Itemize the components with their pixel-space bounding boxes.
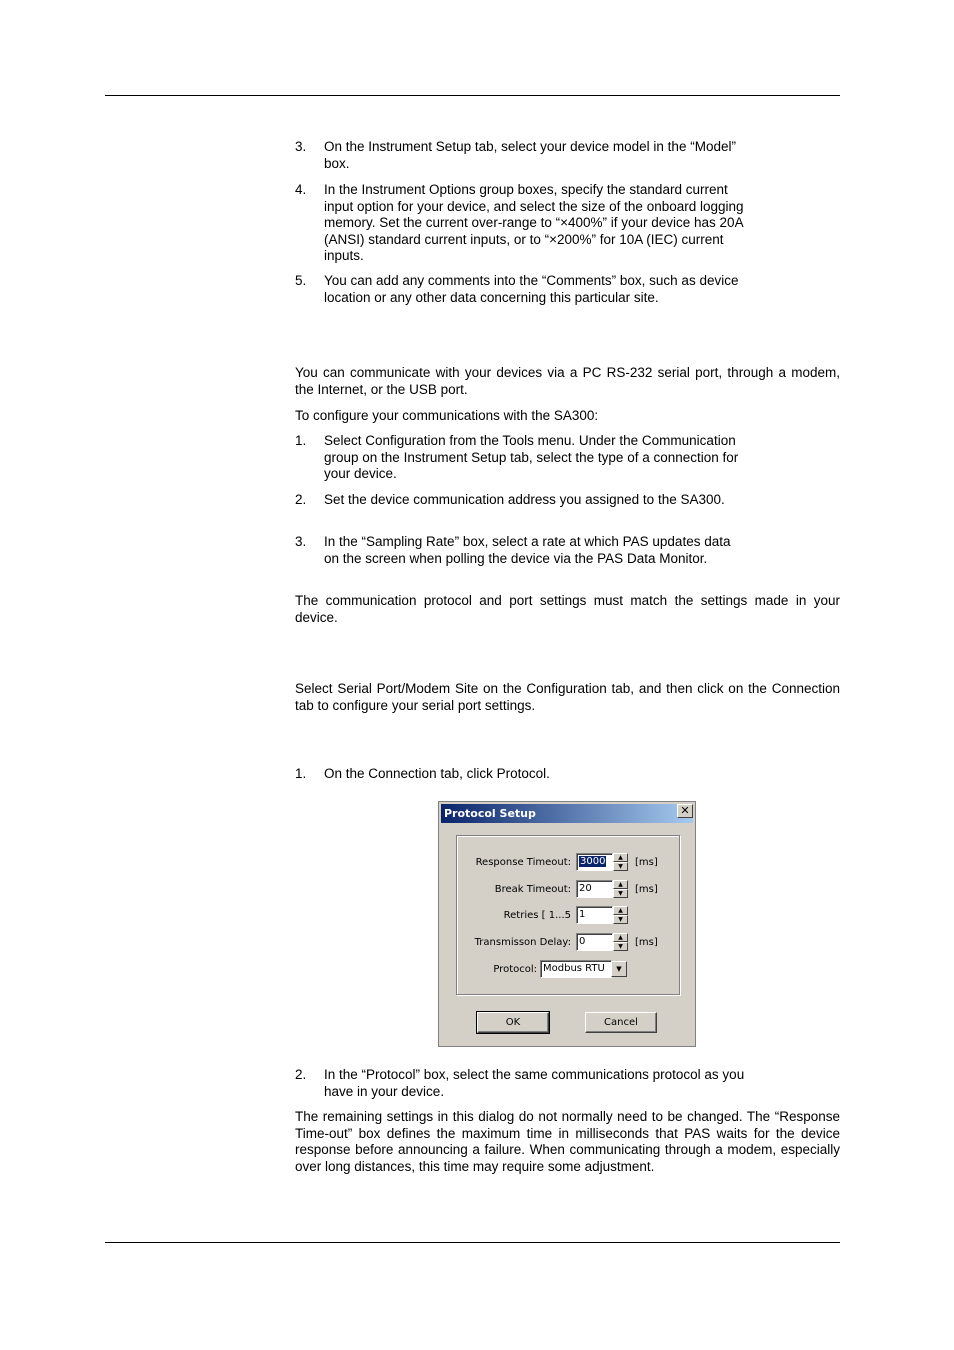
transmission-delay-spinner[interactable] [613, 933, 628, 951]
ok-button[interactable]: OK [477, 1012, 549, 1033]
paragraph-protocol-match: The communication protocol and port settings must match the settings made in your device. [295, 593, 840, 625]
retries-label: Retries [ 1...5 [503, 910, 571, 921]
footer-rule [105, 1242, 840, 1243]
transmission-delay-unit: [ms] [635, 937, 658, 948]
retries-input[interactable]: 1 [576, 906, 613, 924]
spin-up-icon[interactable]: ▲ [613, 880, 628, 889]
response-timeout-input[interactable]: 3000 [576, 853, 613, 871]
header-rule [105, 95, 840, 96]
retries-spinner[interactable] [613, 906, 628, 924]
paragraph-serial: Select Serial Port/Modem Site on the Configuration tab, and then click on the Connection tab to configure your serial port settings. [295, 681, 840, 713]
spin-up-icon[interactable]: ▲ [613, 933, 628, 942]
protocol-label: Protocol: [493, 964, 537, 975]
list-item: 2. Set the device communication address you assigned to the SA300. [295, 492, 725, 507]
list-item: 1. On the Connection tab, click Protocol. [295, 766, 550, 781]
spin-down-icon[interactable]: ▼ [613, 942, 628, 951]
protocol-setup-dialog [438, 801, 696, 1047]
list-item: 5. You can add any comments into the “Comments” box, such as device location or any other data concerning this particular site. [295, 273, 739, 305]
close-icon[interactable]: ✕ [677, 804, 693, 818]
paragraph-remaining: The remaining settings in this dialog do not normally need to be changed. The “Response Time-out” box defines the maximum time in milliseconds that PAS waits for the device response before announcing a failure. When communicating through a modem, especially over long distances, this time may require some adjustment. [295, 1109, 840, 1174]
break-timeout-spinner[interactable] [613, 880, 628, 898]
cancel-button[interactable]: Cancel [585, 1012, 657, 1033]
break-timeout-unit: [ms] [635, 884, 658, 895]
spin-down-icon[interactable]: ▼ [613, 915, 628, 924]
break-timeout-input[interactable]: 20 [576, 880, 613, 898]
transmission-delay-label: Transmisson Delay: [474, 937, 571, 948]
list-item: 3. In the “Sampling Rate” box, select a rate at which PAS updates data on the screen when polling the device via the PAS Data Monitor. [295, 534, 731, 566]
protocol-select[interactable]: Modbus RTU [540, 960, 612, 978]
response-timeout-label: Response Timeout: [475, 857, 571, 868]
response-timeout-unit: [ms] [635, 857, 658, 868]
spin-down-icon[interactable]: ▼ [613, 889, 628, 898]
list-item: 3. On the Instrument Setup tab, select your device model in the “Model” box. [295, 139, 736, 171]
spin-down-icon[interactable]: ▼ [613, 862, 628, 871]
chevron-down-icon[interactable]: ▼ [611, 961, 627, 977]
transmission-delay-input[interactable]: 0 [576, 933, 613, 951]
break-timeout-label: Break Timeout: [494, 884, 571, 895]
paragraph-configure: To configure your communications with the SA300: [295, 408, 599, 423]
list-item: 1. Select Configuration from the Tools menu. Under the Communication group on the Instrument Setup tab, select the type of a connection for your device. [295, 433, 739, 481]
dialog-title: Protocol Setup [441, 804, 693, 823]
response-timeout-spinner[interactable] [613, 853, 628, 871]
list-item: 2. In the “Protocol” box, select the same communications protocol as you have in your device. [295, 1067, 745, 1099]
spin-up-icon[interactable]: ▲ [613, 906, 628, 915]
paragraph-comm-intro: You can communicate with your devices via a PC RS-232 serial port, through a modem, the Internet, or the USB port. [295, 365, 840, 397]
spin-up-icon[interactable]: ▲ [613, 853, 628, 862]
list-item: 4. In the Instrument Options group boxes, specify the standard current input option for your device, and select the size of the onboard logging memory. Set the current over-range to “×400%” if your device has 20A (ANSI) standard current inputs, or to “×200%” for 10A (IEC) current inputs. [295, 182, 744, 263]
